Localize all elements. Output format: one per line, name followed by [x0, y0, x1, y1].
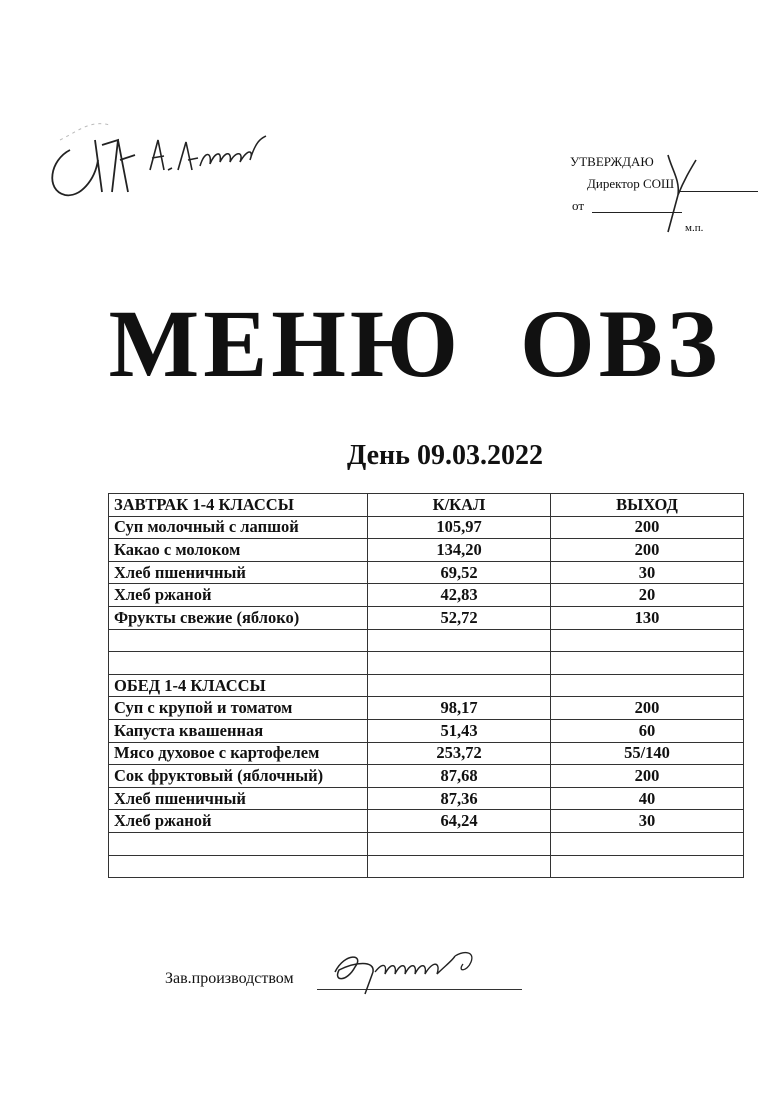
director-signature [40, 100, 290, 210]
dish-output: 20 [551, 584, 744, 607]
dish-output: 200 [551, 765, 744, 788]
approval-date-label: от [572, 198, 585, 213]
dish-name: Фрукты свежие (яблоко) [109, 606, 368, 629]
table-header-row [109, 494, 744, 517]
dish-kcal: 64,24 [368, 810, 551, 833]
empty-row [109, 855, 744, 878]
production-head-signature [325, 942, 505, 997]
footer-signoff [165, 970, 294, 988]
table-row [109, 810, 744, 833]
dish-output: 200 [551, 697, 744, 720]
empty-row [109, 652, 744, 675]
table-row [109, 516, 744, 539]
dish-name: Суп с крупой и томатом [109, 697, 368, 720]
dish-name: Хлеб пшеничный [109, 561, 368, 584]
dish-kcal: 87,68 [368, 765, 551, 788]
output-column-header: ВЫХОД [551, 494, 744, 517]
table-row [109, 787, 744, 810]
dish-output: 30 [551, 561, 744, 584]
dish-kcal: 105,97 [368, 516, 551, 539]
dish-output: 40 [551, 787, 744, 810]
approval-signature [650, 150, 700, 240]
breakfast-section-header: ЗАВТРАК 1-4 КЛАССЫ [109, 494, 368, 517]
approval-title: УТВЕРЖДАЮ [570, 154, 654, 169]
table-row [109, 742, 744, 765]
table-row [109, 719, 744, 742]
dish-output: 200 [551, 516, 744, 539]
dish-kcal: 69,52 [368, 561, 551, 584]
dish-output: 55/140 [551, 742, 744, 765]
table-row [109, 697, 744, 720]
dish-kcal: 42,83 [368, 584, 551, 607]
dish-output: 130 [551, 606, 744, 629]
empty-row [109, 629, 744, 652]
table-row [109, 539, 744, 562]
production-head-label: Зав.производством [165, 970, 294, 987]
dish-name: Хлеб ржаной [109, 810, 368, 833]
menu-date: День 09.03.2022 [347, 440, 543, 471]
dish-name: Хлеб пшеничный [109, 787, 368, 810]
dish-kcal: 98,17 [368, 697, 551, 720]
table-row [109, 765, 744, 788]
dish-name: Хлеб ржаной [109, 584, 368, 607]
menu-table [108, 493, 744, 878]
dish-name: Суп молочный с лапшой [109, 516, 368, 539]
approval-block [560, 150, 760, 240]
dish-output: 60 [551, 719, 744, 742]
dish-name: Какао с молоком [109, 539, 368, 562]
dish-name: Сок фруктовый (яблочный) [109, 765, 368, 788]
dish-name: Мясо духовое с картофелем [109, 742, 368, 765]
lunch-section-header: ОБЕД 1-4 КЛАССЫ [109, 674, 368, 697]
dish-output: 200 [551, 539, 744, 562]
dish-kcal: 87,36 [368, 787, 551, 810]
dish-name: Капуста квашенная [109, 719, 368, 742]
kcal-column-header: К/КАЛ [368, 494, 551, 517]
page-title: МЕНЮ ОВЗ [108, 290, 722, 397]
table-row [109, 561, 744, 584]
table-row [109, 606, 744, 629]
empty-row [109, 832, 744, 855]
dish-kcal: 52,72 [368, 606, 551, 629]
dish-kcal: 253,72 [368, 742, 551, 765]
approval-role: Директор СОШ [587, 176, 675, 191]
dish-kcal: 51,43 [368, 719, 551, 742]
stamp-label: м.п. [685, 222, 704, 234]
dish-kcal: 134,20 [368, 539, 551, 562]
dish-output: 30 [551, 810, 744, 833]
lunch-section-row [109, 674, 744, 697]
table-row [109, 584, 744, 607]
